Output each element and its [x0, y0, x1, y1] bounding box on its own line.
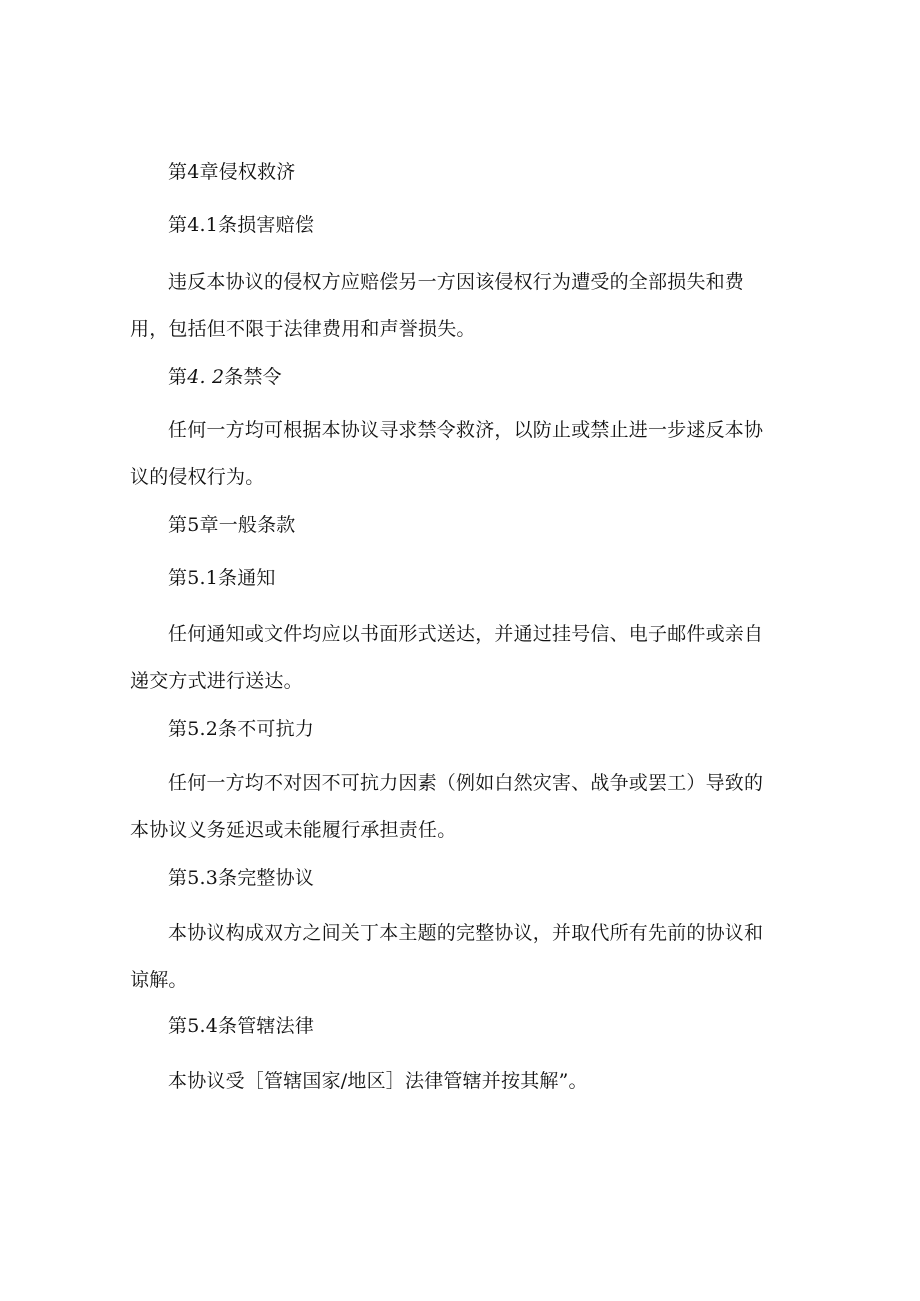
article-4-2-title-prefix: 第: [168, 366, 188, 388]
article-5-4-text: 本协议受［管辖国家/地区］法律管辖并按其解”。: [168, 1070, 588, 1092]
article-4-1-text: 违反本协议的侵权方应赔偿另一方因该侵权行为遭受的全部损失和费用，包括但不限于法律费用和声誉损失。: [130, 271, 745, 340]
article-4-1-title: 第4.1条损害赔偿: [168, 214, 315, 236]
article-5-4-title: 第5.4条管辖法律: [168, 1015, 315, 1037]
article-4-2-title-suffix: 条禁令: [224, 366, 282, 388]
chapter-5-title: 第5章一般条款: [168, 514, 296, 536]
article-5-1-text: 任何通知或文件均应以书面形式送达，并通过挂号信、电子邮件或亲自递交方式进行送达。: [130, 623, 764, 692]
article-4-2-text: 任何一方均可根据本协议寻求禁令救济，以防止或禁止进一步逑反本协议的侵权行为。: [130, 419, 764, 488]
article-4-2-title-number: 4. 2: [187, 366, 225, 388]
article-5-3-title: 第5.3条完整协议: [168, 867, 315, 889]
article-5-2-text: 任何一方均不对因不可抗力因素（例如白然灾害、战争或罢工）导致的本协议义务延迟或未能履行承担责任。: [130, 772, 764, 841]
article-5-2-title: 第5.2条不可抗力: [168, 718, 315, 740]
chapter-4-title: 第4章侵权救济: [168, 161, 296, 183]
article-4-2-title: [130, 354, 770, 401]
article-5-1-title: 第5.1条通知: [168, 567, 276, 589]
article-5-3-text: 本协议构成双方之间关丁本主题的完整协议，并取代所有先前的协议和谅解。: [130, 922, 764, 991]
